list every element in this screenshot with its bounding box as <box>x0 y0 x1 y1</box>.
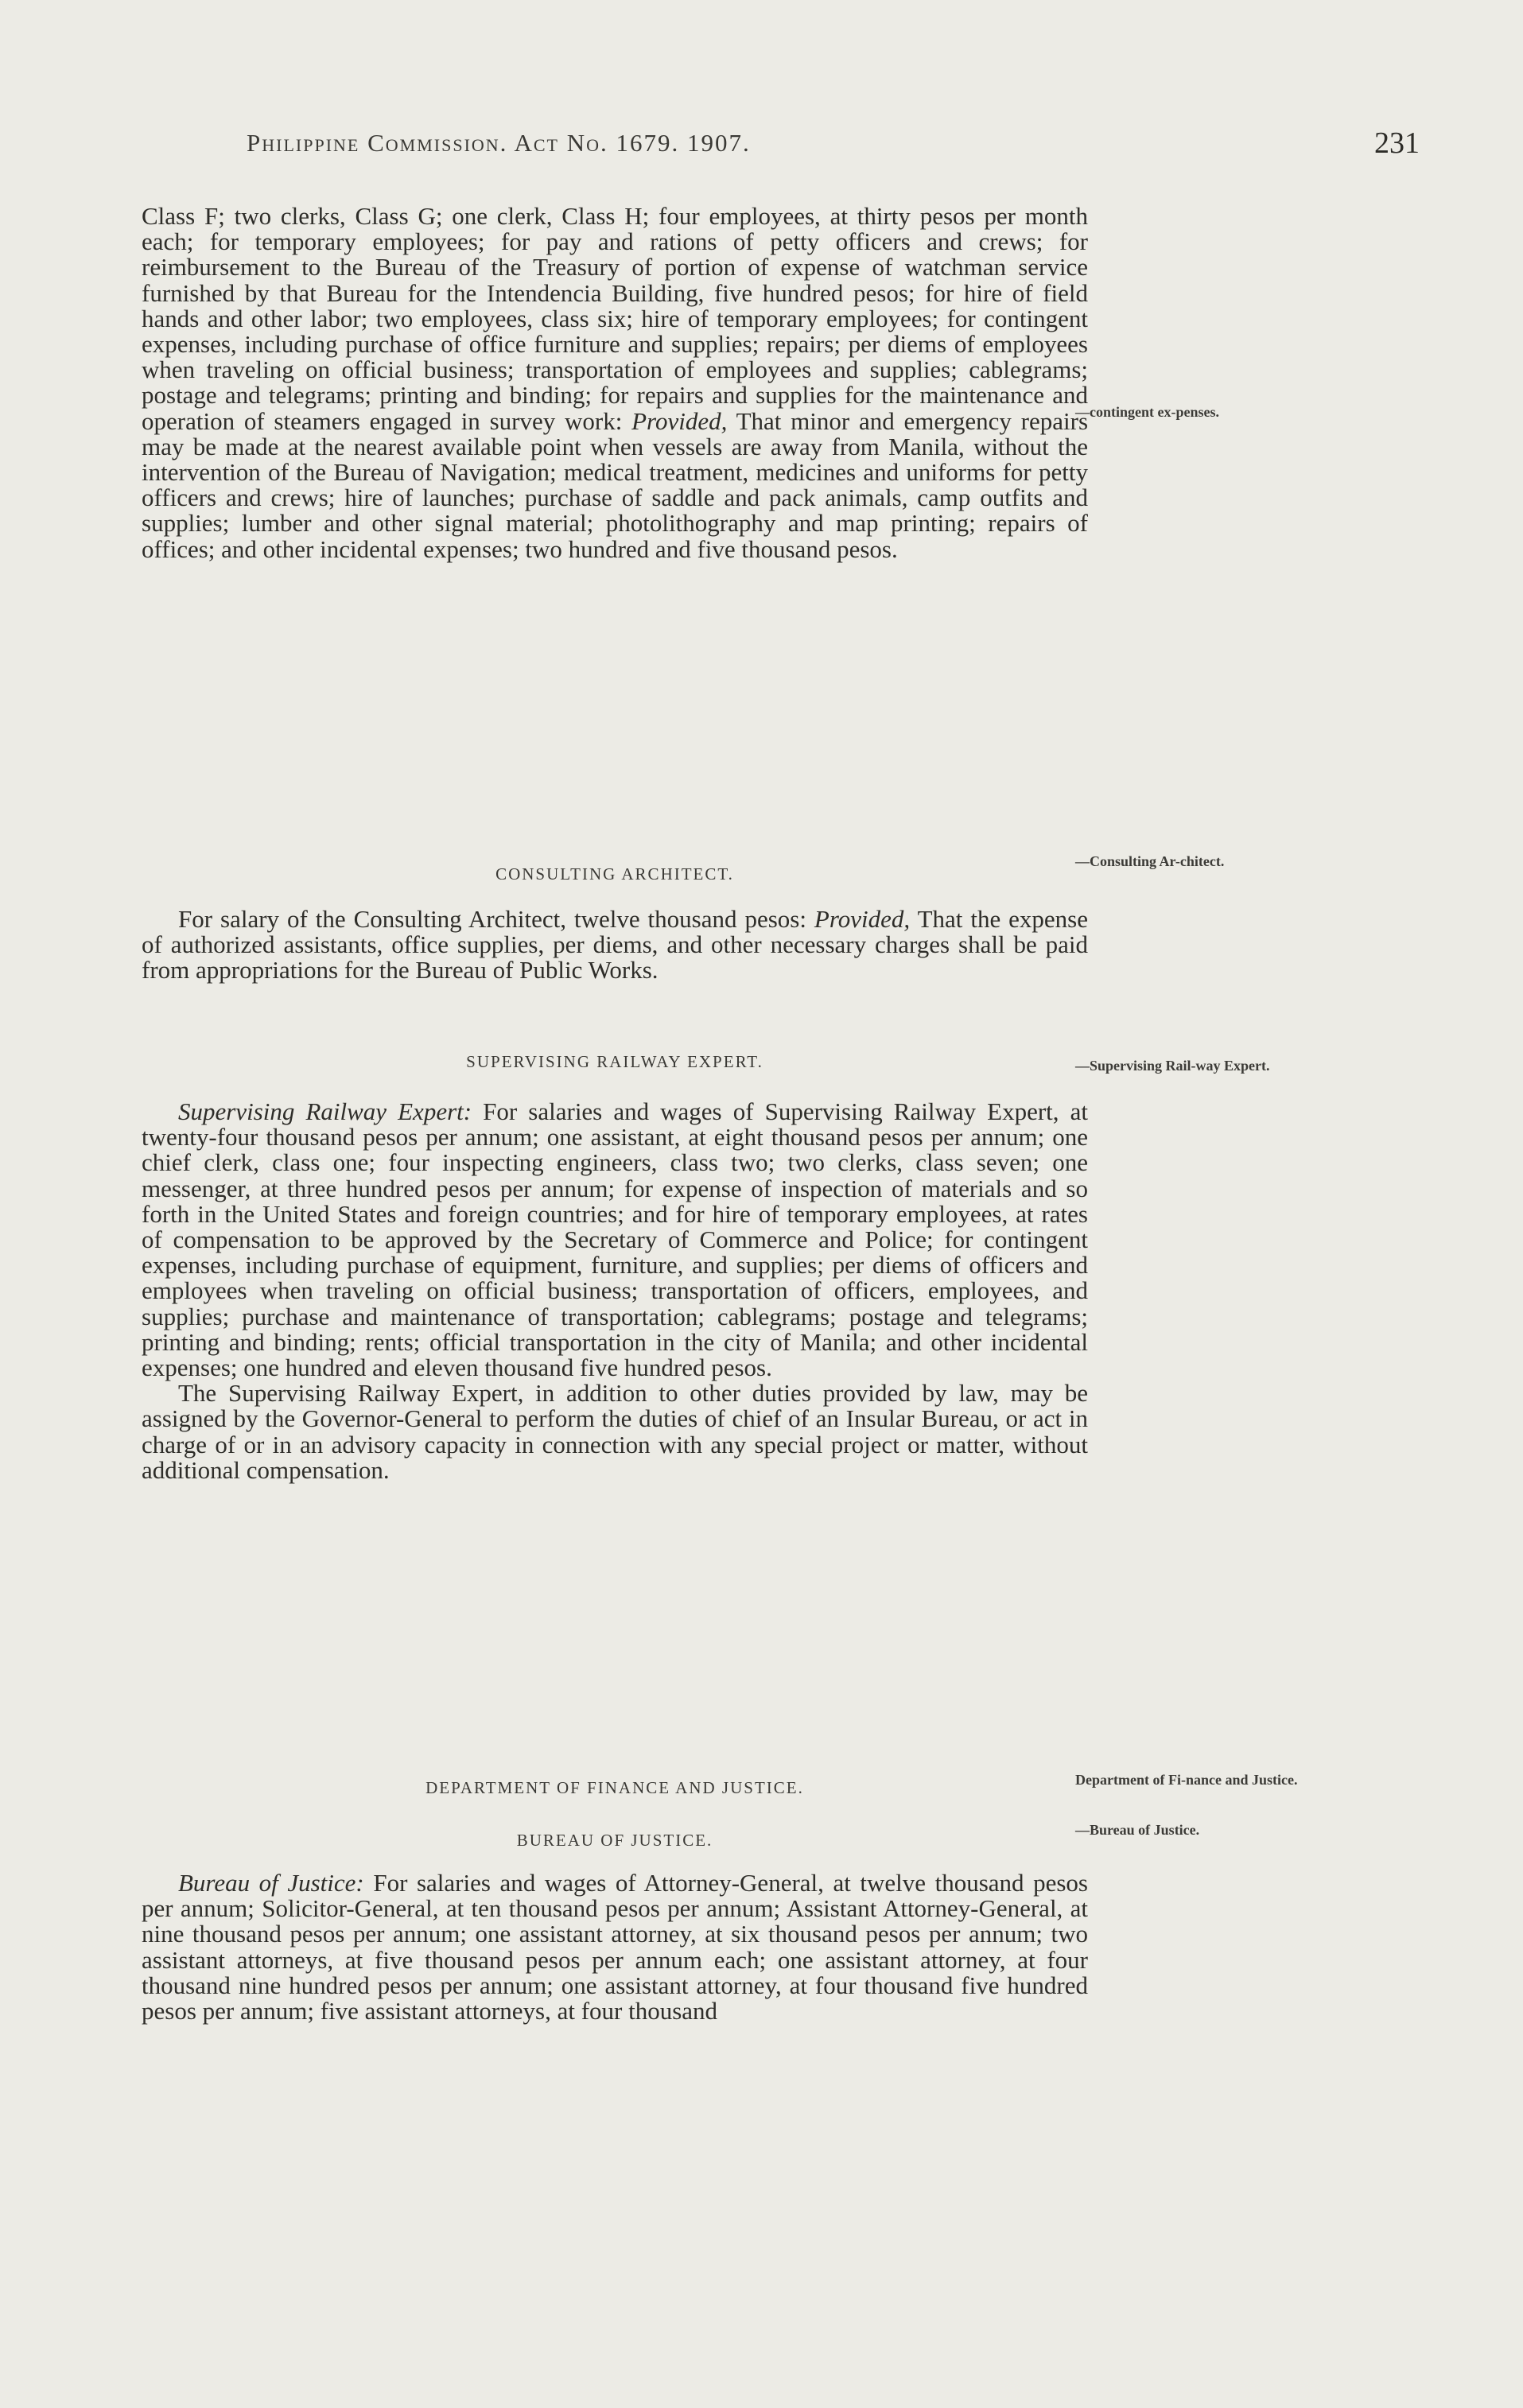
bureau-justice-paragraph <box>142 1870 1088 2024</box>
margin-note-consulting-architect: —Consulting Ar-chitect. <box>1075 853 1225 869</box>
railway-paragraph-two: The Supervising Railway Expert, in addition to other duties provided by law, may be assigned by the Governor-General to perform the duties of chief of an Insular Bureau, or act in charge of or in an advisory capacity in connection with any special project or matter, without additional compensation. <box>142 1379 1088 1484</box>
opening-text: Class F; two clerks, Class G; one clerk, Class H; four employees, at thirty pesos per month each; for temporary employees; for pay and rations of petty officers and crews; for reimbursement to the Bureau of the Treasury of portion of expense of watchman service furnished by that Bureau for the Intendencia Building, five hundred pesos; for hire of field hands and other labor; two employees, class six; hire of temporary employees; for contingent expenses, including purchase of office furniture and supplies; repairs; per diems of employees when traveling on official business; transportation of employees and supplies; cablegrams; postage and telegrams; printing and binding; for repairs and supplies for the maintenance and operation of steamers engaged in survey work: <box>142 202 1088 435</box>
opening-paragraph <box>142 204 1088 562</box>
justice-lead: Bureau of Justice: <box>178 1869 364 1897</box>
provided-word: Provided, <box>814 905 911 933</box>
railway-lead: Supervising Railway Expert: <box>178 1097 472 1125</box>
margin-note-railway-expert: —Supervising Rail-way Expert. <box>1075 1058 1270 1074</box>
justice-text: For salaries and wages of Attorney-General, at twelve thousand pesos per annum; Solicitor-General, at ten thousand pesos per annum; Assistant Attorney-General, at nine thousand pesos per annum; one assistant attorney, at six thousand pesos per annum; two assistant attorneys, at five thousand pesos per annum each; one assistant attorney, at four thousand nine hundred pesos per annum; one assistant attorney, at four thousand five hundred pesos per annum; five assistant attorneys, at four thousand <box>142 1869 1088 2025</box>
margin-note-bureau-justice: —Bureau of Justice. <box>1075 1822 1200 1838</box>
consulting-text-before: For salary of the Consulting Architect, twelve thousand pesos: <box>178 905 806 933</box>
margin-note-contingent-expenses: —contingent ex-penses. <box>1075 404 1219 420</box>
running-head: Philippine Commission. Act No. 1679. 1907. <box>247 129 751 157</box>
section-heading-finance-justice: DEPARTMENT OF FINANCE AND JUSTICE. <box>425 1778 804 1797</box>
section-heading-railway-expert: SUPERVISING RAILWAY EXPERT. <box>466 1052 763 1071</box>
consulting-architect-paragraph <box>142 907 1088 984</box>
margin-note-finance-justice: Department of Fi-nance and Justice. <box>1075 1772 1298 1788</box>
section-heading-consulting-architect: CONSULTING ARCHITECT. <box>495 864 734 884</box>
railway-expert-paragraph <box>142 1099 1088 1483</box>
provided-word: Provided, <box>631 406 728 435</box>
railway-text: For salaries and wages of Supervising Railway Expert, at twenty-four thousand pesos per annum; one assistant, at eight thousand pesos per annum; one chief clerk, class one; four inspecting engineers, class two; two clerks, class seven; one messenger, at three hundred pesos per annum; for expense of inspection of materials and so forth in the United States and foreign countries; and for hire of temporary employees, at rates of compensation to be approved by the Secretary of Commerce and Police; for contingent expenses, including purchase of equipment, furniture, and supplies; per diems of officers and employees when traveling on official business; transportation of officers, employees, and supplies; purchase and maintenance of transportation; cablegrams; postage and telegrams; printing and binding; rents; official transportation in the city of Manila; and other incidental expenses; one hundred and eleven thousand five hundred pesos. <box>142 1097 1088 1382</box>
page-number: 231 <box>1374 126 1420 160</box>
consulting-text-after: That the expense of authorized assistants, office supplies, per diems, and other necessary charges shall be paid from appropriations for the Bureau of Public Works. <box>142 905 1088 985</box>
opening-text-after: That minor and emergency repairs may be made at the nearest available point when vessels are away from Manila, without the intervention of the Bureau of Navigation; medical treatment, medicines and uniforms for petty officers and crews; hire of launches; purchase of saddle and pack animals, camp outfits and supplies; lumber and other signal material; photolithography and map printing; repairs of offices; and other incidental expenses; two hundred and five thousand pesos. <box>142 406 1089 563</box>
section-subheading-bureau-justice: BUREAU OF JUSTICE. <box>516 1831 713 1850</box>
